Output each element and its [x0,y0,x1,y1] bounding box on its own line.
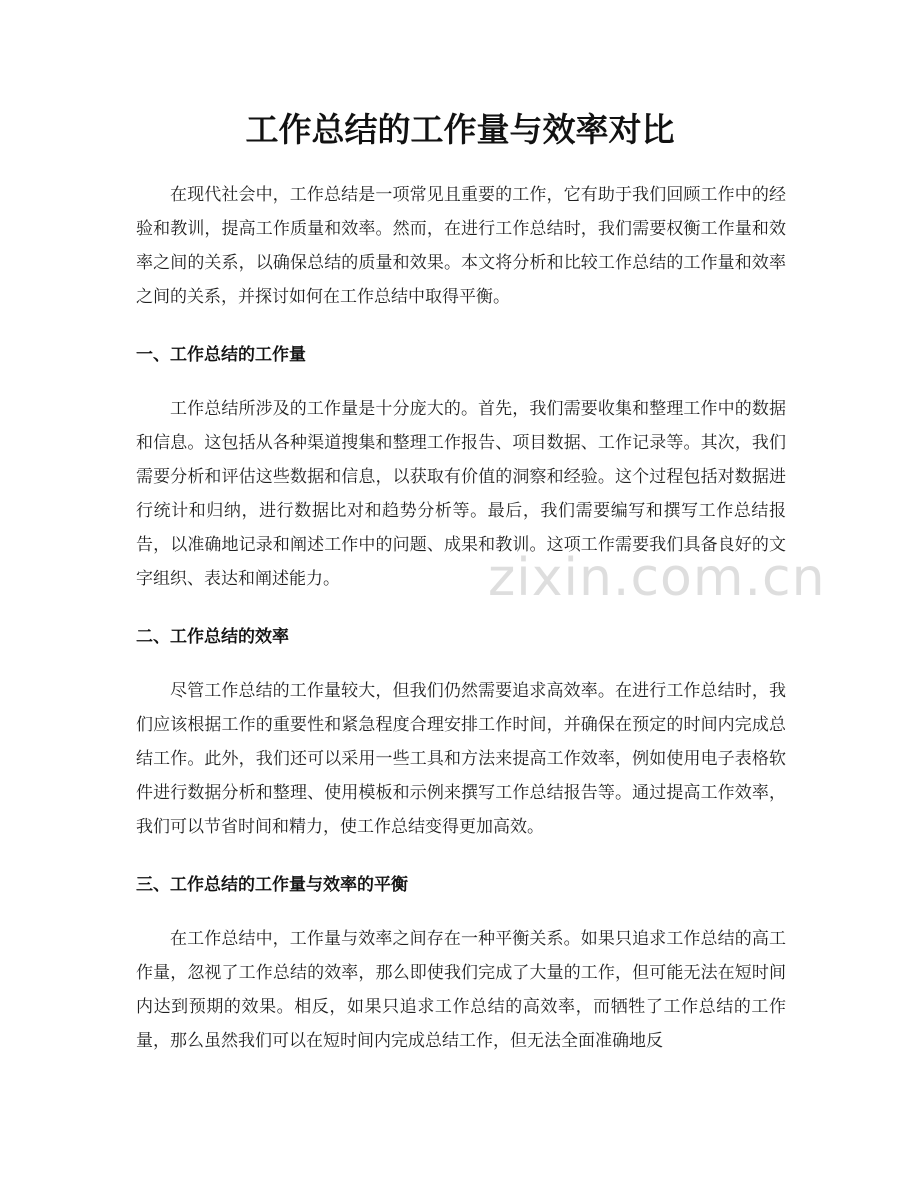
section-heading: 三、工作总结的工作量与效率的平衡 [136,875,408,895]
document-title: 工作总结的工作量与效率对比 [245,110,675,149]
section-heading: 一、工作总结的工作量 [136,345,306,365]
section-heading: 二、工作总结的效率 [136,627,289,647]
document-body [136,178,786,1058]
section-1 [136,338,786,596]
watermark: zixin.com.cn [488,548,826,608]
section-paragraph: 在工作总结中，工作量与效率之间存在一种平衡关系。如果只追求工作总结的高工作量，忽视了工作总结的效率，那么即使我们完成了大量的工作，但可能无法在短时间内达到预期的效果。相反，如果只追求工作总结的高效率，而牺牲了工作总结的工作量，那么虽然我们可以在短时间内完成总结工作，但无法全面准确地反 [136,929,786,1051]
section-paragraph: 工作总结所涉及的工作量是十分庞大的。首先，我们需要收集和整理工作中的数据和信息。这包括从各种渠道搜集和整理工作报告、项目数据、工作记录等。其次，我们需要分析和评估这些数据和信息，以获取有价值的洞察和经验。这个过程包括对数据进行统计和归纳，进行数据比对和趋势分析等。最后，我们需要编写和撰写工作总结报告，以准确地记录和阐述工作中的问题、成果和教训。这项工作需要我们具备良好的文字组织、表达和阐述能力。 [136,399,786,589]
section-paragraph: 尽管工作总结的工作量较大，但我们仍然需要追求高效率。在进行工作总结时，我们应该根据工作的重要性和紧急程度合理安排工作时间，并确保在预定的时间内完成总结工作。此外，我们还可以采用一些工具和方法来提高工作效率，例如使用电子表格软件进行数据分析和整理、使用模板和示例来撰写工作总结报告等。通过提高工作效率，我们可以节省时间和精力，使工作总结变得更加高效。 [136,681,786,837]
section-3 [136,868,786,1058]
section-2 [136,620,786,844]
intro-paragraph: 在现代社会中，工作总结是一项常见且重要的工作，它有助于我们回顾工作中的经验和教训，提高工作质量和效率。然而，在进行工作总结时，我们需要权衡工作量和效率之间的关系，以确保总结的质量和效果。本文将分析和比较工作总结的工作量和效率之间的关系，并探讨如何在工作总结中取得平衡。 [136,185,786,307]
